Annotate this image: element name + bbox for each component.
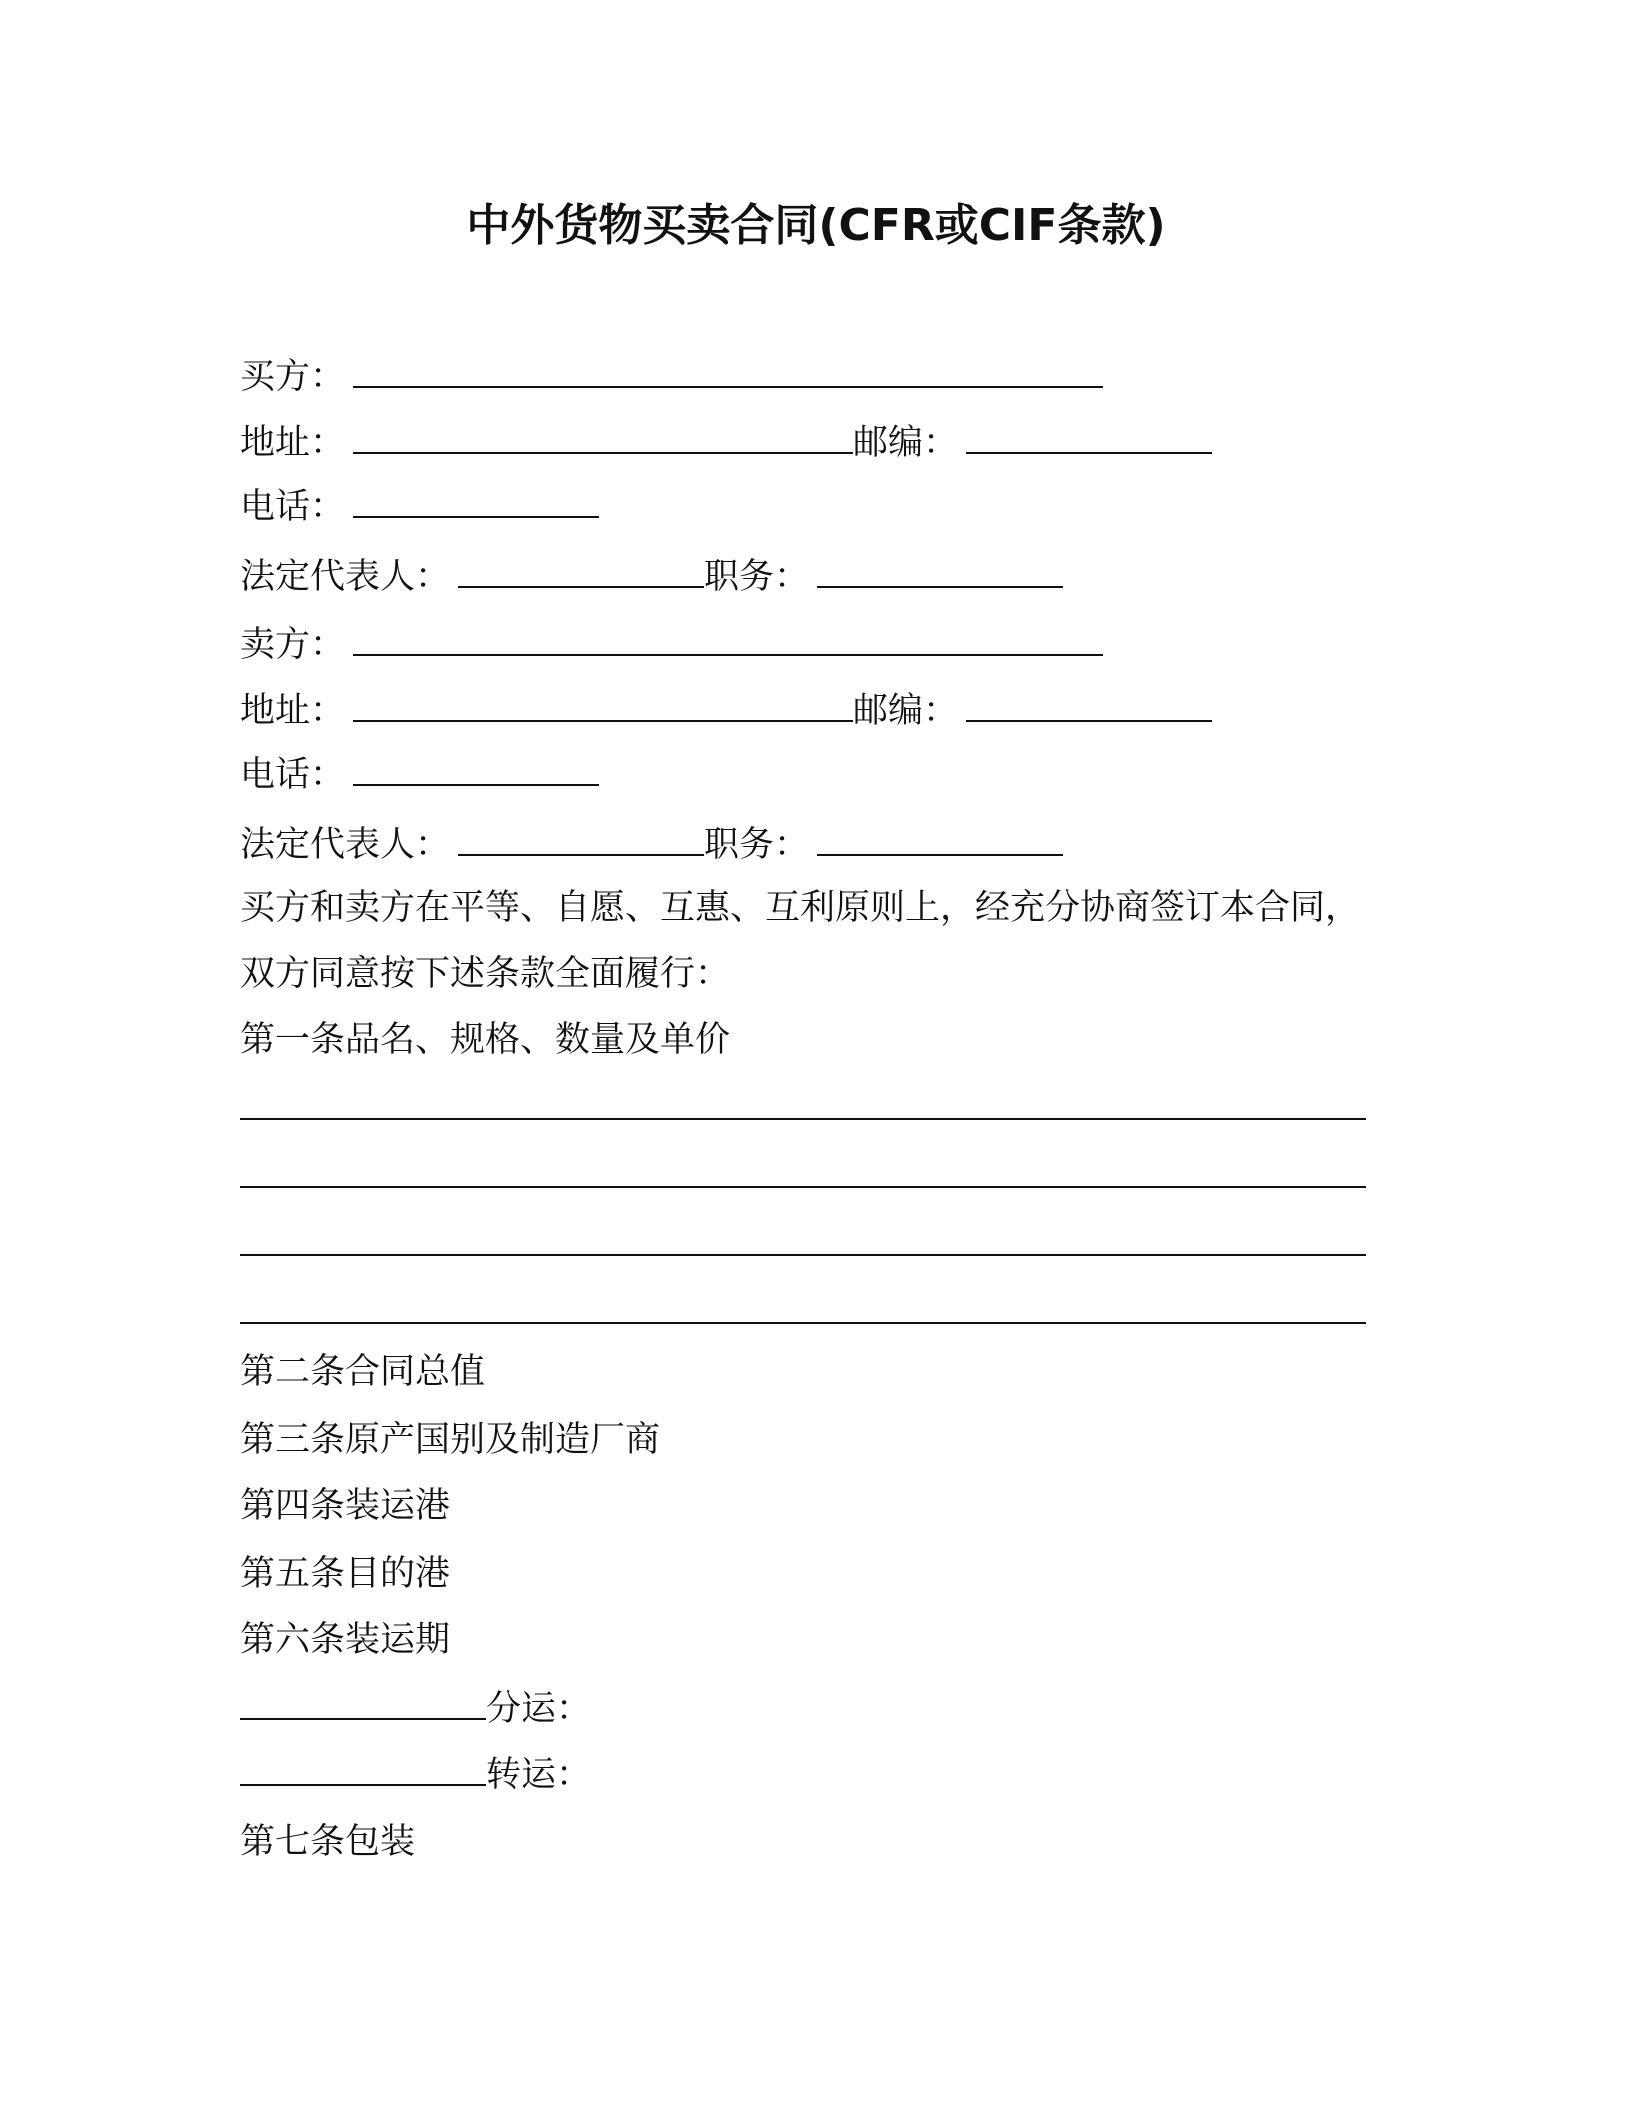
intro-line-2: 双方同意按下述条款全面履行：	[240, 954, 731, 994]
article-1-blank-row-4	[240, 1288, 1366, 1336]
seller-label: 卖方：	[240, 625, 346, 665]
article-1-heading: 第一条品名、规格、数量及单价	[240, 1020, 731, 1060]
buyer-address-field[interactable]	[353, 418, 853, 454]
seller-position-label: 职务：	[704, 825, 810, 865]
partial-shipment-field[interactable]	[240, 1684, 486, 1720]
article-6-heading: 第六条装运期	[240, 1620, 451, 1660]
article-5-heading: 第五条目的港	[240, 1554, 451, 1594]
article-4-heading: 第四条装运港	[240, 1486, 451, 1526]
article-1-field-4[interactable]	[240, 1288, 1366, 1324]
buyer-phone-row	[240, 482, 599, 530]
buyer-address-label: 地址：	[240, 423, 346, 463]
article-1-blank-row-1	[240, 1084, 1366, 1132]
article-1-field-2[interactable]	[240, 1152, 1366, 1188]
buyer-label: 买方：	[240, 357, 346, 397]
article-7-heading: 第七条包装	[240, 1822, 416, 1862]
buyer-phone-field[interactable]	[353, 482, 599, 518]
seller-address-row	[240, 686, 1212, 734]
transshipment-field[interactable]	[240, 1750, 486, 1786]
article-1-field-1[interactable]	[240, 1084, 1366, 1120]
seller-legal-rep-field[interactable]	[458, 820, 704, 856]
seller-postcode-label: 邮编：	[853, 691, 959, 731]
article-1-blank-row-3	[240, 1220, 1366, 1268]
seller-row	[240, 620, 1103, 668]
seller-address-field[interactable]	[353, 686, 853, 722]
seller-name-field[interactable]	[353, 620, 1103, 656]
seller-postcode-field[interactable]	[966, 686, 1212, 722]
intro-line-1: 买方和卖方在平等、自愿、互惠、互利原则上，经充分协商签订本合同，	[240, 888, 1361, 928]
article-1-blank-row-2	[240, 1152, 1366, 1200]
partial-shipment-row	[240, 1684, 591, 1732]
seller-legal-rep-label: 法定代表人：	[240, 825, 451, 865]
buyer-address-row	[240, 418, 1212, 466]
buyer-row	[240, 352, 1103, 400]
buyer-postcode-field[interactable]	[966, 418, 1212, 454]
partial-shipment-label: 分运：	[486, 1689, 592, 1729]
buyer-legal-rep-row	[240, 552, 1063, 600]
buyer-legal-rep-field[interactable]	[458, 552, 704, 588]
seller-legal-rep-row	[240, 820, 1063, 868]
article-1-field-3[interactable]	[240, 1220, 1366, 1256]
transshipment-label: 转运：	[486, 1755, 592, 1795]
buyer-postcode-label: 邮编：	[853, 423, 959, 463]
document-title: 中外货物买卖合同(CFR或CIF条款)	[466, 200, 1166, 251]
buyer-phone-label: 电话：	[240, 487, 346, 527]
seller-address-label: 地址：	[240, 691, 346, 731]
buyer-legal-rep-label: 法定代表人：	[240, 557, 451, 597]
buyer-position-field[interactable]	[817, 552, 1063, 588]
seller-phone-field[interactable]	[353, 750, 599, 786]
buyer-name-field[interactable]	[353, 352, 1103, 388]
seller-phone-row	[240, 750, 599, 798]
seller-phone-label: 电话：	[240, 755, 346, 795]
seller-position-field[interactable]	[817, 820, 1063, 856]
article-3-heading: 第三条原产国别及制造厂商	[240, 1420, 661, 1460]
article-2-heading: 第二条合同总值	[240, 1352, 486, 1392]
transshipment-row	[240, 1750, 591, 1798]
buyer-position-label: 职务：	[704, 557, 810, 597]
